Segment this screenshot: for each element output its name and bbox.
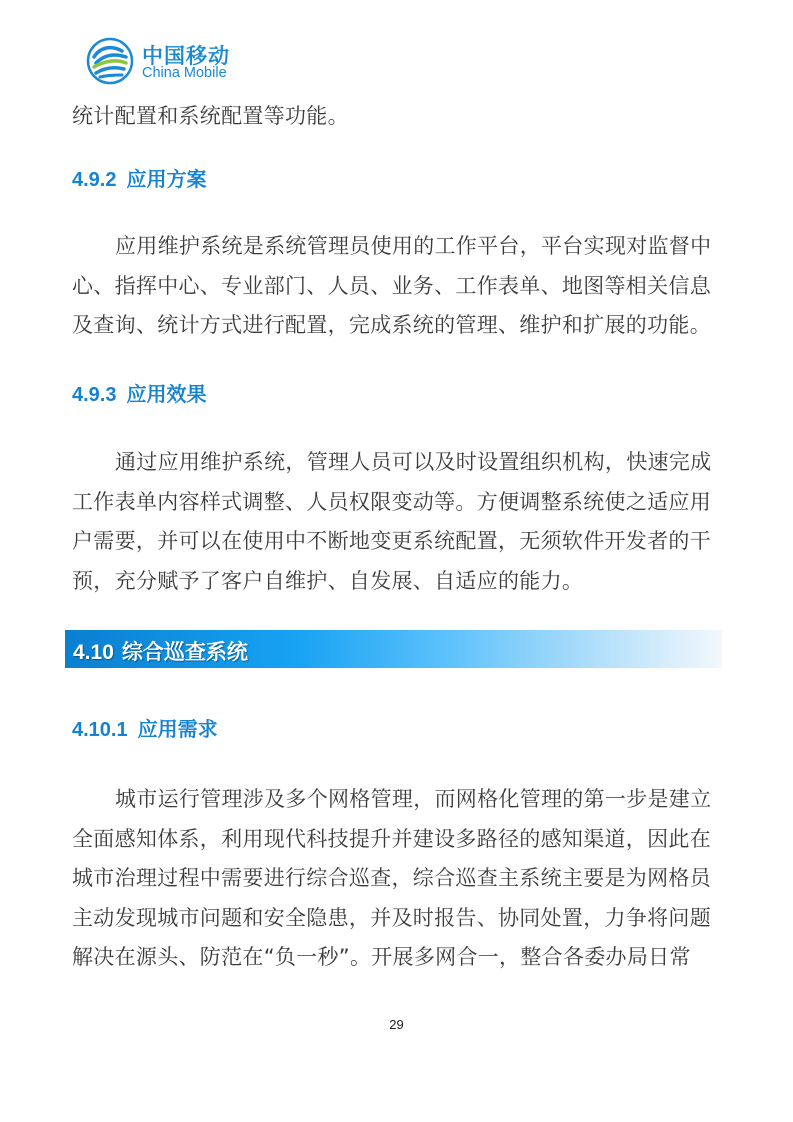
paragraph-continued [72, 97, 724, 137]
paragraph-line: 城市治理过程中需要进行综合巡查，综合巡查主系统主要是为网格员 [72, 866, 711, 890]
paragraph-line: 统计配置和系统配置等功能。 [72, 104, 349, 128]
banner-heading-title: 综合巡查系统 [121, 641, 248, 664]
paragraph-4-9-2 [72, 227, 724, 346]
paragraph-4-10-1 [72, 780, 724, 978]
paragraph-line: 及查询、统计方式进行配置，完成系统的管理、维护和扩展的功能。 [72, 313, 711, 337]
heading-title: 应用方案 [126, 169, 207, 191]
section-banner-4-10 [65, 630, 722, 668]
heading-number: 4.10.1 [72, 719, 128, 741]
heading-4-10-1 [72, 713, 218, 742]
paragraph-line: 解决在源头、防范在“负一秒”。开展多网合一，整合各委办局日常 [72, 945, 691, 969]
heading-number: 4.9.3 [72, 384, 117, 406]
heading-title: 应用效果 [126, 384, 207, 406]
paragraph-line: 通过应用维护系统，管理人员可以及时设置组织机构，快速完成 [115, 450, 712, 474]
heading-4-9-2 [72, 163, 206, 192]
paragraph-line: 预，充分赋予了客户自维护、自发展、自适应的能力。 [72, 568, 584, 593]
paragraph-line: 工作表单内容样式调整、人员权限变动等。方便调整系统使之适应用 [72, 489, 711, 514]
china-mobile-logo [86, 37, 246, 89]
paragraph-line: 户需要，并可以在使用中不断地变更系统配置，无须软件开发者的干 [72, 529, 711, 553]
banner-heading [73, 636, 248, 666]
paragraph-4-9-3 [72, 443, 724, 601]
paragraph-line: 城市运行管理涉及多个网格管理，而网格化管理的第一步是建立 [115, 787, 712, 811]
paragraph-line: 主动发现城市问题和安全隐患，并及时报告、协同处置，力争将问题 [72, 905, 711, 930]
china-mobile-logo-icon [86, 37, 134, 85]
banner-heading-number: 4.10 [73, 641, 114, 664]
heading-title: 应用需求 [137, 719, 218, 741]
heading-number: 4.9.2 [72, 169, 117, 191]
heading-4-9-3 [72, 378, 206, 407]
logo-english-name: China Mobile [142, 65, 227, 81]
paragraph-line: 心、指挥中心、专业部门、人员、业务、工作表单、地图等相关信息 [72, 273, 711, 298]
page-number: 29 [389, 1017, 404, 1032]
logo-chinese-name: 中国移动 [142, 44, 230, 68]
paragraph-line: 全面感知体系，利用现代科技提升并建设多路径的感知渠道，因此在 [72, 826, 711, 851]
paragraph-line: 应用维护系统是系统管理员使用的工作平台，平台实现对监督中 [115, 234, 712, 258]
